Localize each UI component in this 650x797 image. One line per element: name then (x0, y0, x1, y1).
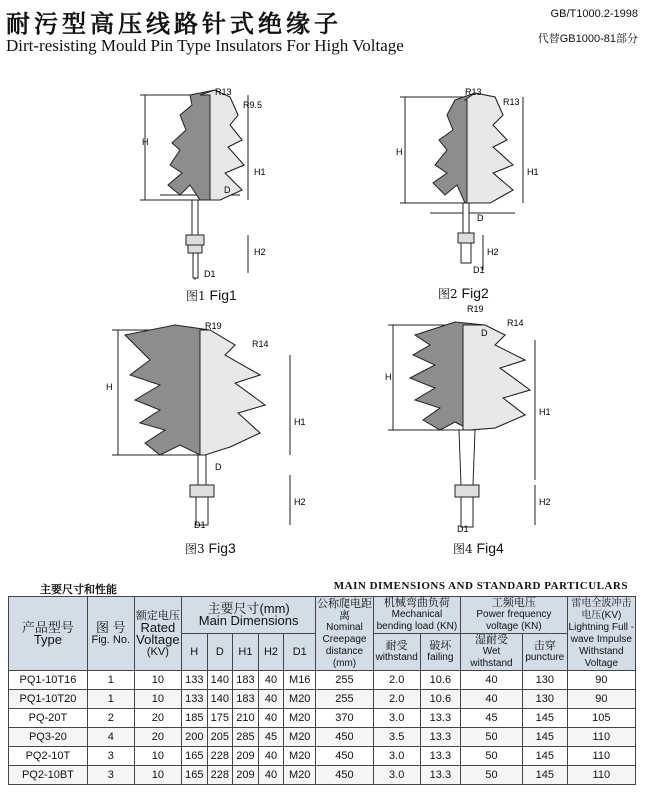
table-cell: PQ3-20 (9, 728, 88, 747)
header-mechanical: 机械弯曲负荷 Mechanical bending load (KN) (373, 597, 460, 634)
table-cell: 205 (207, 728, 233, 747)
table-cell: 3 (87, 747, 134, 766)
table-cell: 10.6 (420, 690, 460, 709)
fig3-label-h: H (106, 382, 113, 392)
fig4-label-d: D (481, 328, 488, 338)
table-cell: 145 (522, 766, 567, 785)
figure-3-drawing (100, 315, 320, 530)
fig4-label-h: H (385, 372, 392, 382)
table-row (9, 690, 636, 709)
header-mech-withstand: 耐受 withstand (373, 634, 420, 671)
table-cell: 20 (134, 709, 181, 728)
table-cell: 10 (134, 747, 181, 766)
table-cell: 45 (461, 709, 523, 728)
fig4-label-r19: R19 (467, 304, 484, 314)
table-cell: 285 (233, 728, 259, 747)
header-power-frequency: 工频电压 Power frequency voltage (KN) (461, 597, 568, 634)
table-cell: 40 (461, 671, 523, 690)
table-row (9, 709, 636, 728)
header-dim-h: H (182, 634, 208, 671)
header-creepage: 公称爬电距离 Nominal Creepage distance (mm) (316, 597, 372, 669)
table-cell: 40 (258, 747, 284, 766)
specs-table (8, 596, 636, 785)
table-cell: 1 (87, 671, 134, 690)
section-title-en: MAIN DIMENSIONS AND STANDARD PARTICULARS (333, 580, 628, 592)
fig3-label-h1: H1 (294, 417, 306, 427)
table-row (9, 671, 636, 690)
table-cell: 40 (258, 671, 284, 690)
table-cell: 40 (258, 690, 284, 709)
fig4-label-r14: R14 (507, 318, 524, 328)
table-cell: 228 (207, 747, 233, 766)
table-cell: 185 (182, 709, 208, 728)
table-cell: 45 (258, 728, 284, 747)
table-cell: 10.6 (420, 671, 460, 690)
fig3-label-r19: R19 (205, 321, 222, 331)
table-cell: 183 (233, 671, 259, 690)
fig4-label-h1: H1 (539, 407, 551, 417)
header-voltage: 额定电压 Rated Voltage (KV) (134, 597, 181, 671)
section-title-cn: 主要尺寸和性能 (40, 584, 117, 596)
table-cell: 140 (207, 671, 233, 690)
table-cell: 255 (316, 690, 374, 709)
table-cell: 4 (87, 728, 134, 747)
table-cell: 145 (522, 709, 567, 728)
table-cell: 50 (461, 747, 523, 766)
table-cell: 133 (182, 671, 208, 690)
header-pf-wet: 湿耐受 Wet withstand (461, 634, 523, 671)
fig1-label-r13: R13 (215, 87, 232, 97)
table-cell: 13.3 (420, 728, 460, 747)
header-dimensions: 主要尺寸(mm) Main Dimensions (182, 597, 316, 634)
fig1-label-h: H (142, 137, 149, 147)
table-cell: 40 (258, 766, 284, 785)
fig3-label-r14: R14 (252, 339, 269, 349)
table-cell: 10 (134, 690, 181, 709)
table-cell: 183 (233, 690, 259, 709)
header-lightning: 雷电全波冲击电压(KV) Lightning Full -wave Impulse Withstand Voltage (568, 597, 635, 669)
table-cell: 255 (316, 671, 374, 690)
fig1-label-d1: D1 (204, 269, 216, 279)
table-cell: M20 (284, 766, 316, 785)
header-type: 产品型号 Type (9, 597, 88, 671)
table-cell: M16 (284, 671, 316, 690)
table-cell: 175 (207, 709, 233, 728)
table-cell: 145 (522, 747, 567, 766)
table-cell: 40 (461, 690, 523, 709)
standard-number: GB/T1000.2-1998 (550, 8, 638, 20)
fig1-label-h1: H1 (254, 167, 266, 177)
fig2-label-h: H (396, 147, 403, 157)
table-cell: 90 (567, 690, 635, 709)
table-row (9, 766, 636, 785)
figure-3-caption: 图3 Fig3 (185, 540, 236, 556)
table-cell: 133 (182, 690, 208, 709)
table-cell: 2.0 (373, 671, 420, 690)
header-mech-failing: 破坏 failing (420, 634, 460, 671)
page-title-en: Dirt-resisting Mould Pin Type Insulators For High Voltage (6, 36, 404, 55)
table-cell: 165 (182, 747, 208, 766)
figure-1-drawing (120, 85, 320, 285)
table-cell: PQ2-10T (9, 747, 88, 766)
fig1-label-h2: H2 (254, 247, 266, 257)
table-cell: 145 (522, 728, 567, 747)
figure-4-drawing (385, 300, 575, 535)
table-cell: 40 (258, 709, 284, 728)
table-cell: 3.0 (373, 747, 420, 766)
page-title-cn: 耐污型高压线路针式绝缘子 (6, 9, 342, 38)
table-cell: 110 (567, 766, 635, 785)
table-cell: M20 (284, 709, 316, 728)
table-cell: 210 (233, 709, 259, 728)
figure-2-drawing (395, 85, 595, 285)
table-cell: 110 (567, 728, 635, 747)
table-cell: 3.0 (373, 709, 420, 728)
table-cell: 13.3 (420, 766, 460, 785)
fig3-label-d1: D1 (194, 520, 206, 530)
table-cell: 3 (87, 766, 134, 785)
fig2-label-r13-side: R13 (503, 97, 520, 107)
table-cell: 3.0 (373, 766, 420, 785)
table-cell: 50 (461, 766, 523, 785)
table-cell: 110 (567, 747, 635, 766)
table-cell: 90 (567, 671, 635, 690)
table-cell: 105 (567, 709, 635, 728)
header-pf-puncture: 击穿 puncture (522, 634, 567, 671)
table-cell: PQ-20T (9, 709, 88, 728)
table-cell: 209 (233, 766, 259, 785)
table-cell: 209 (233, 747, 259, 766)
table-cell: 450 (316, 766, 374, 785)
table-cell: 450 (316, 747, 374, 766)
table-cell: 450 (316, 728, 374, 747)
table-cell: 200 (182, 728, 208, 747)
table-cell: 10 (134, 671, 181, 690)
table-cell: PQ1-10T20 (9, 690, 88, 709)
table-row (9, 747, 636, 766)
fig1-label-r95: R9.5 (243, 100, 263, 110)
table-cell: 2 (87, 709, 134, 728)
table-cell: PQ2-10BT (9, 766, 88, 785)
fig4-label-h2: H2 (539, 497, 551, 507)
header-dim-d: D (207, 634, 233, 671)
replaces-standard: 代替GB1000-81部分 (537, 33, 638, 45)
figure-4-caption: 图4 Fig4 (453, 540, 504, 556)
table-cell: 140 (207, 690, 233, 709)
table-cell: M20 (284, 747, 316, 766)
fig4-label-d1: D1 (457, 524, 469, 534)
figure-1-caption: 图1 Fig1 (186, 287, 237, 303)
table-cell: PQ1-10T16 (9, 671, 88, 690)
table-cell: 1 (87, 690, 134, 709)
table-cell: 10 (134, 766, 181, 785)
header-dim-h2: H2 (258, 634, 284, 671)
table-cell: 130 (522, 671, 567, 690)
header-dim-d1: D1 (284, 634, 316, 671)
table-cell: 13.3 (420, 747, 460, 766)
table-cell: 20 (134, 728, 181, 747)
fig2-label-d: D (477, 213, 484, 223)
table-cell: 50 (461, 728, 523, 747)
table-cell: M20 (284, 728, 316, 747)
fig3-label-d: D (215, 462, 222, 472)
table-cell: 3.5 (373, 728, 420, 747)
fig2-label-h1: H1 (527, 167, 539, 177)
table-row (9, 728, 636, 747)
fig2-label-h2: H2 (487, 247, 499, 257)
table-cell: 228 (207, 766, 233, 785)
table-cell: 165 (182, 766, 208, 785)
fig3-label-h2: H2 (294, 497, 306, 507)
table-cell: 370 (316, 709, 374, 728)
table-cell: 2.0 (373, 690, 420, 709)
table-cell: M20 (284, 690, 316, 709)
table-cell: 13.3 (420, 709, 460, 728)
header-dim-h1: H1 (233, 634, 259, 671)
fig2-label-d1: D1 (473, 265, 485, 275)
fig1-label-d: D (224, 185, 231, 195)
header-fig: 图 号 Fig. No. (87, 597, 134, 671)
fig2-label-r13-top: R13 (465, 87, 482, 97)
table-cell: 130 (522, 690, 567, 709)
figure-2-caption: 图2 Fig2 (438, 285, 489, 301)
